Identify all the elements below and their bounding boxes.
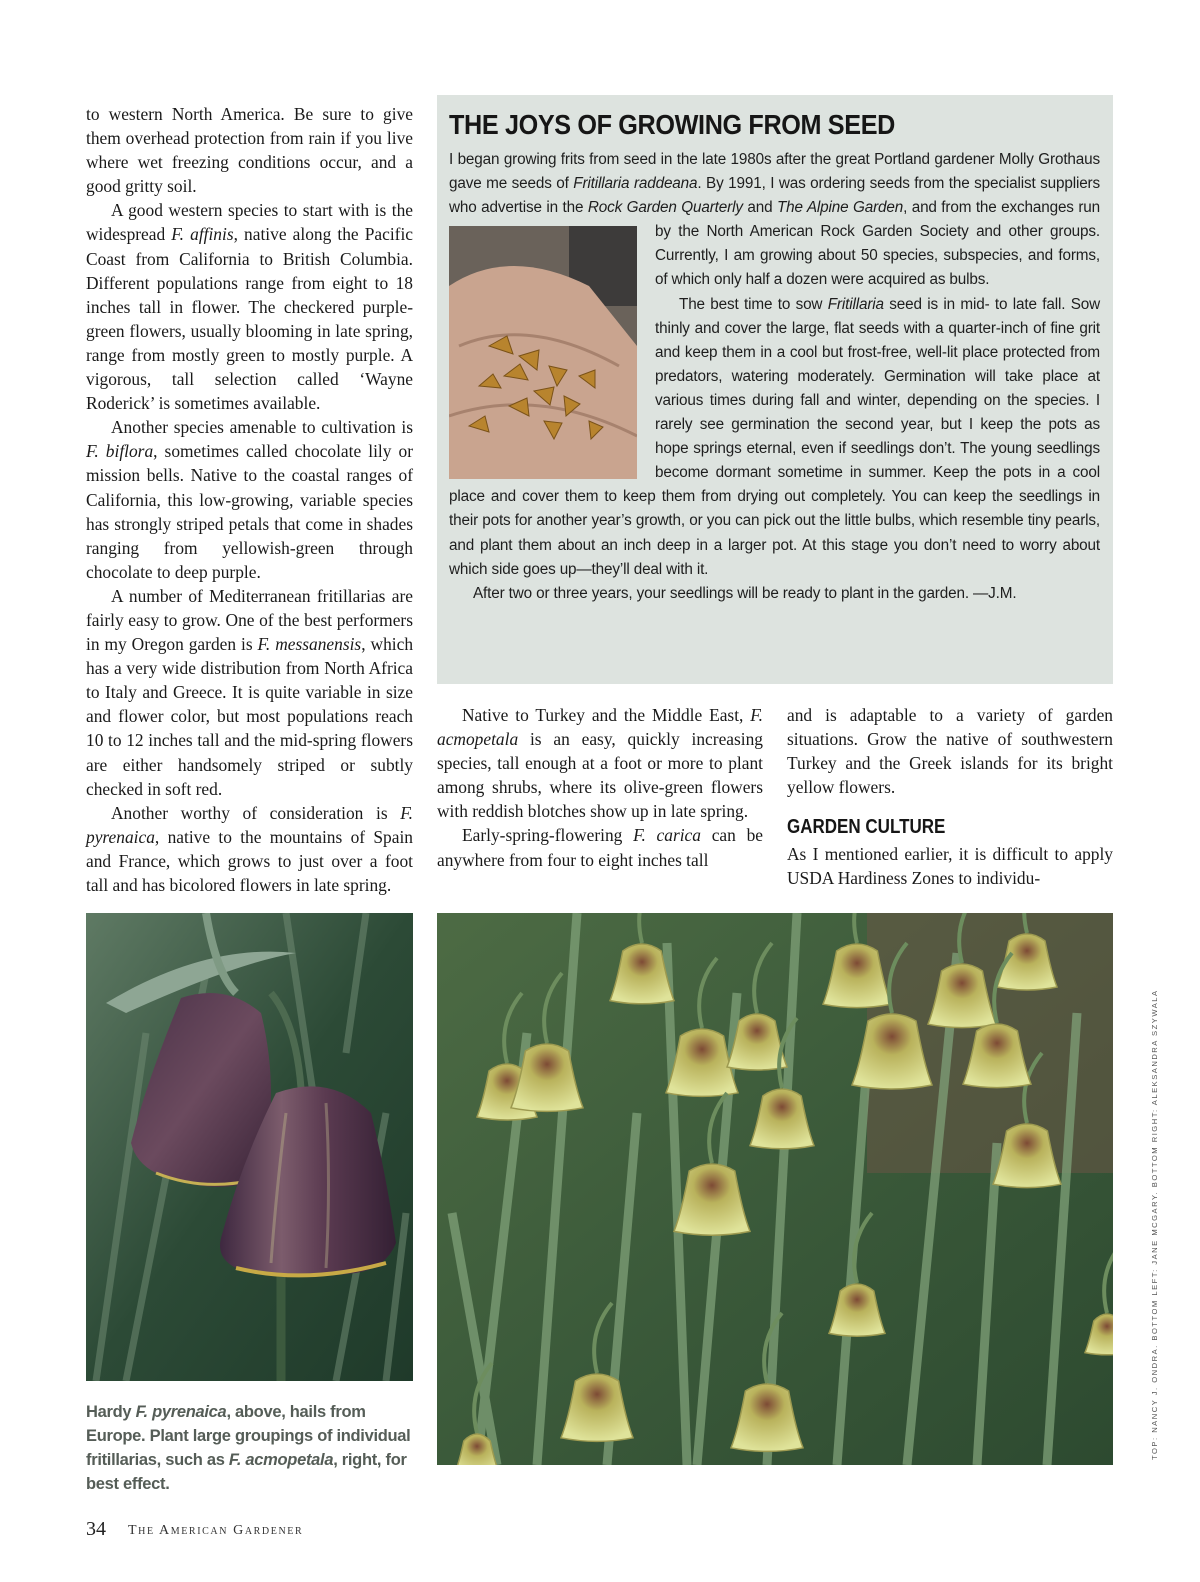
photo-fritillaria-pyrenaica bbox=[86, 913, 413, 1381]
sidebar-paragraph: The best time to sow Fritillaria seed is in mid- to late fall. Sow thinly and cover the large, flat seeds with a quarter-inch of fine grit and keep them in a cool but frost-free, well-lit place protected from predators, watering moderately. Germination will take place at various times during fall and winter, depending on the species. I rarely see germination the second year, but I keep the pots as hope springs eternal, even if seedlings don’t. The young seedlings become dormant sometime in summer. Keep the pots in a cool place and cover them to keep them from drying out completely. You can keep the seedlings in their pots for another year’s growth, or you can pick out the little bulbs, which resemble tiny pearls, and plant them about an inch deep in a larger pot. At this stage you don’t need to worry about which side goes up—they’ll deal with it. bbox=[449, 295, 1101, 578]
sidebar-paragraph: After two or three years, your seedlings will be ready to plant in the garden. —J.M. bbox=[473, 584, 1017, 602]
body-paragraph: A good western species to start with is the widespread F. affinis, native along the Pacific Coast from California to British Columbia. Different populations range from eight to 18 inches tall in flower. The checkered purple-green flowers, usually blooming in late spring, range from mostly green to mostly purple. A vigorous, tall selection called ‘Wayne Roderick’ is sometimes available. bbox=[86, 200, 413, 414]
body-paragraph: Another worthy of consideration is F. pyrenaica, native to the mountains of Spain and France, which grows to just over a foot tall and has bicolored flowers in late spring. bbox=[86, 802, 413, 895]
acmopetala-illustration bbox=[437, 913, 1113, 1465]
photo-credit: TOP: NANCY J. ONDRA. BOTTOM LEFT: JANE MCGARY. BOTTOM RIGHT: ALEKSANDRA SZYWALA bbox=[1150, 989, 1159, 1460]
left-text-column bbox=[86, 102, 413, 897]
body-paragraph: and is adaptable to a variety of garden situations. Grow the native of southwestern Turkey and the Greek islands for its bright yellow flowers. bbox=[787, 705, 1113, 798]
sidebar-body bbox=[449, 148, 1100, 606]
sidebar-title: THE JOYS OF GROWING FROM SEED bbox=[449, 109, 895, 140]
pyrenaica-illustration bbox=[86, 913, 413, 1381]
photo-fritillaria-acmopetala bbox=[437, 913, 1113, 1465]
page-number: 34 bbox=[86, 1518, 106, 1540]
sidebar-paragraph: I began growing frits from seed in the late 1980s after the great Portland gardener Molly Grothaus gave me seeds of Fritillaria raddeana. By 1991, I was ordering seeds from the specialist suppliers who advertise in the Rock Garden Quarterly and The Alpine Garden , and from the exchanges run by the North American Rock Garden Society and other groups. Currently, I am growing about 50 species, subspecies, and forms, of which only half a dozen were acquired as bulbs. bbox=[449, 148, 1100, 293]
body-paragraph: As I mentioned earlier, it is difficult to apply USDA Hardiness Zones to individu- bbox=[787, 844, 1113, 889]
photo-caption: Hardy F. pyrenaica, above, hails from Europe. Plant large groupings of individual fritillarias, such as F. acmopetala, right, for best effect. bbox=[86, 1403, 411, 1493]
middle-text-column bbox=[437, 703, 763, 872]
section-heading: GARDEN CULTURE bbox=[787, 816, 946, 839]
body-paragraph: Another species amenable to cultivation is F. biflora, sometimes called chocolate lily or mission bells. Native to the coastal ranges of California, this low-growing, variable species has strongly striped petals that come in shades ranging from yellowish-green through chocolate to deep purple. bbox=[86, 417, 413, 582]
photo-fritillaria-seeds bbox=[449, 226, 637, 479]
body-paragraph: A number of Mediterranean fritillarias are fairly easy to grow. One of the best performers in my Oregon garden is F. messanensis, which has a very wide distribution from North Africa to Italy and Greece. It is quite variable in size and flower color, but most populations reach 10 to 12 inches tall and the mid-spring flowers are either handsomely striped or subtly checked in soft red. bbox=[86, 585, 414, 799]
body-paragraph: Native to Turkey and the Middle East, F. acmopetala is an easy, quickly increasing species, tall enough at a foot or more to plant among shrubs, where its olive-green flowers with reddish blotches show up in late spring. bbox=[437, 705, 763, 822]
author-signature: —J.M. bbox=[973, 584, 1017, 602]
body-paragraph: Early-spring-flowering F. carica can be anywhere from four to eight inches tall bbox=[437, 825, 763, 870]
sidebar-box bbox=[437, 95, 1113, 684]
right-text-column bbox=[787, 703, 1113, 891]
body-paragraph: to western North America. Be sure to give them overhead protection from rain if you live where wet freezing conditions occur, and a good gritty soil. bbox=[86, 104, 413, 197]
magazine-title: The American Gardener bbox=[128, 1523, 304, 1538]
